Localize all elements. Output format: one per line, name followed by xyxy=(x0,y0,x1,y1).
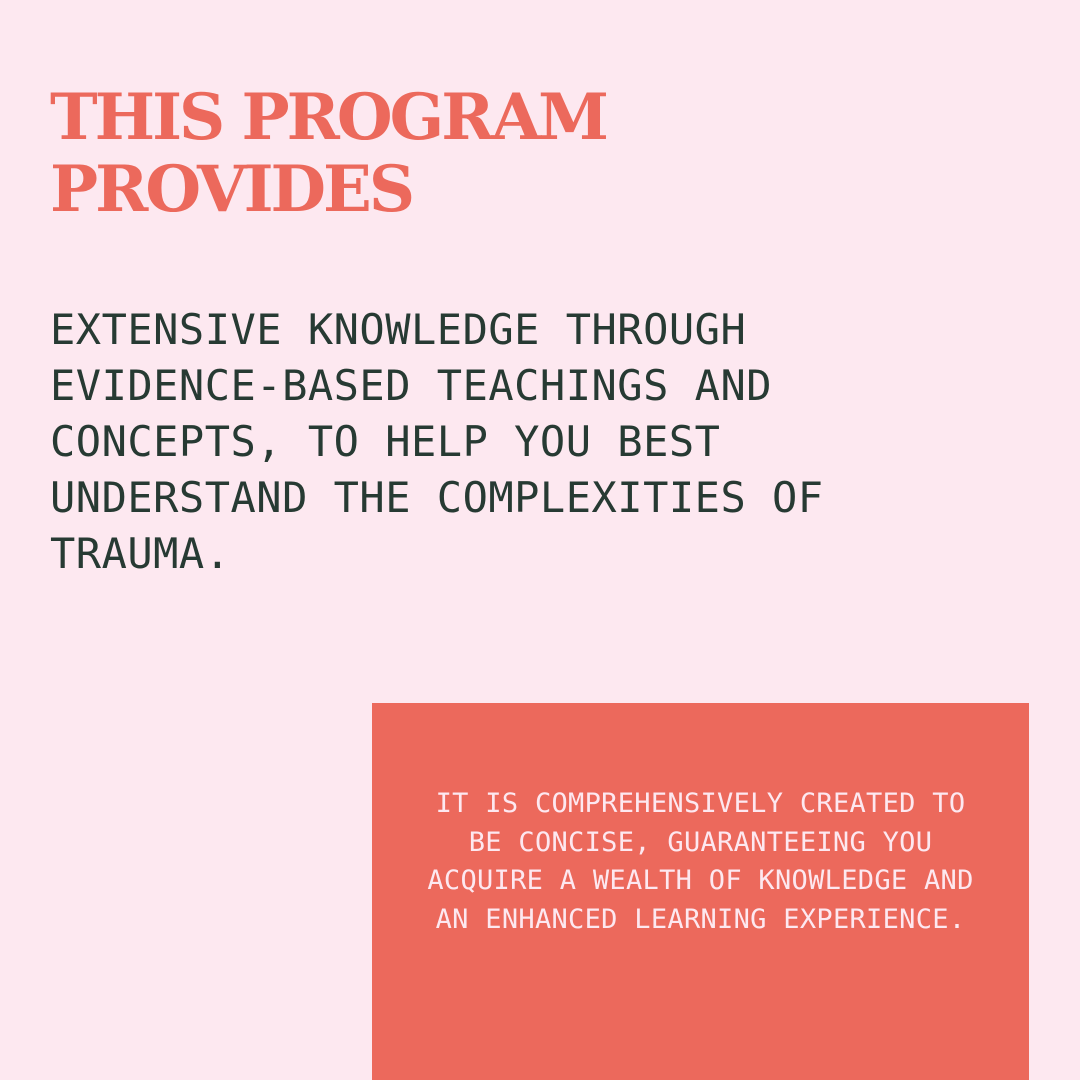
callout-box xyxy=(372,703,1029,1080)
program-description: EXTENSIVE KNOWLEDGE THROUGH EVIDENCE-BASED TEACHINGS AND CONCEPTS, TO HELP YOU BEST UNDERSTAND THE COMPLEXITIES OF TRAUMA. xyxy=(50,305,824,578)
program-heading: THIS PROGRAM PROVIDES xyxy=(50,80,606,227)
callout-text: IT IS COMPREHENSIVELY CREATED TO BE CONCISE, GUARANTEEING YOU ACQUIRE A WEALTH OF KNOWLEDGE AND AN ENHANCED LEARNING EXPERIENCE. xyxy=(427,788,974,935)
